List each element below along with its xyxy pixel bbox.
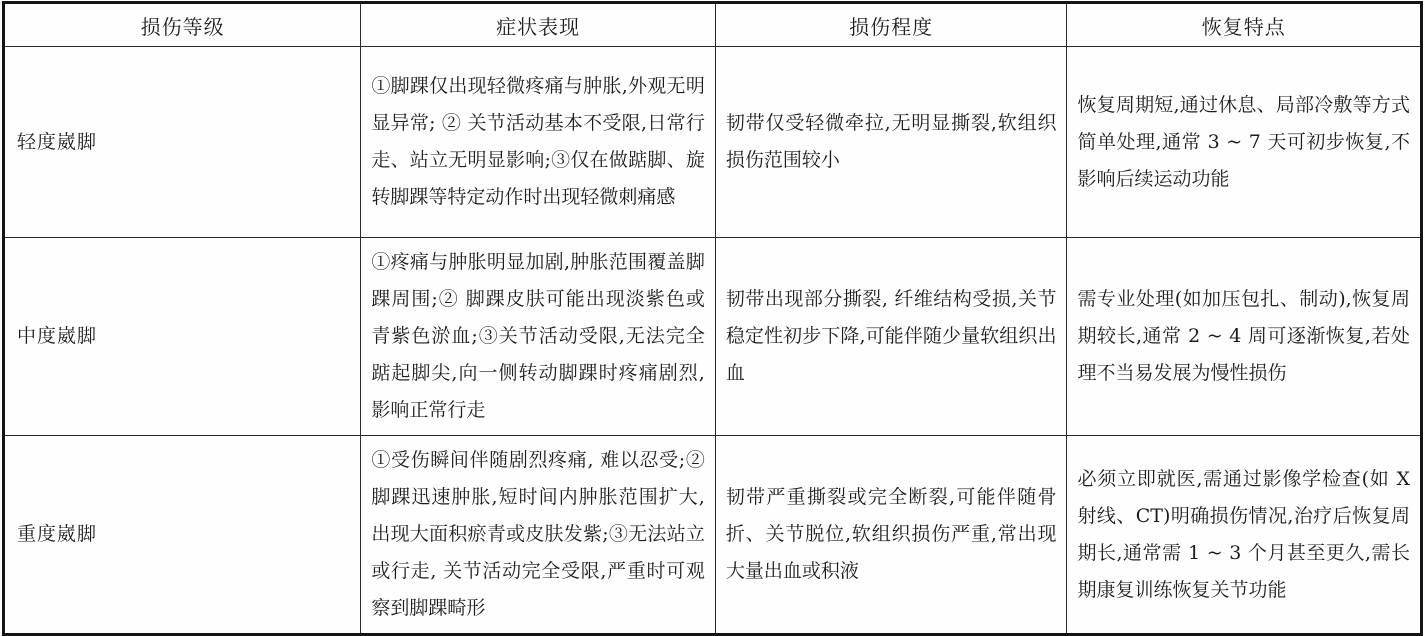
- table-row-moderate-sprain: [4, 238, 1422, 436]
- cell-symptoms-moderate: ①疼痛与肿胀明显加剧,肿胀范围覆盖脚踝周围;② 脚踝皮肤可能出现淡紫色或青紫色淤血;③关节活动受限,无法完全踮起脚尖,向一侧转动脚踝时疼痛剧烈,影响正常行走: [361, 238, 716, 436]
- cell-degree-mild: 韧带仅受轻微牵拉,无明显撕裂,软组织损伤范围较小: [715, 47, 1067, 238]
- ankle-sprain-table: [2, 1, 1423, 636]
- cell-symptoms-severe: ①受伤瞬间伴随剧烈疼痛, 难以忍受;②脚踝迅速肿胀,短时间内肿胀范围扩大,出现大面积瘀青或皮肤发紫;③无法站立或行走, 关节活动完全受限,严重时可观察到脚踝畸形: [361, 436, 716, 635]
- cell-level-severe: 重度崴脚: [4, 436, 361, 635]
- column-header-injury-degree: 损伤程度: [715, 3, 1067, 47]
- table-row-severe-sprain: [4, 436, 1422, 635]
- cell-recovery-mild: 恢复周期短,通过休息、局部冷敷等方式简单处理,通常 3 ~ 7 天可初步恢复,不影响后续运动功能: [1067, 47, 1422, 238]
- cell-symptoms-mild: ①脚踝仅出现轻微疼痛与肿胀,外观无明显异常; ② 关节活动基本不受限,日常行走、站立无明显影响;③仅在做踮脚、旋转脚踝等特定动作时出现轻微刺痛感: [361, 47, 716, 238]
- cell-level-mild: 轻度崴脚: [4, 47, 361, 238]
- column-header-symptoms: 症状表现: [361, 3, 716, 47]
- column-header-injury-level: 损伤等级: [4, 3, 361, 47]
- cell-level-moderate: 中度崴脚: [4, 238, 361, 436]
- header-row: [4, 3, 1422, 47]
- table-row-mild-sprain: [4, 47, 1422, 238]
- cell-recovery-moderate: 需专业处理(如加压包扎、制动),恢复周期较长,通常 2 ~ 4 周可逐渐恢复,若处理不当易发展为慢性损伤: [1067, 238, 1422, 436]
- cell-degree-moderate: 韧带出现部分撕裂, 纤维结构受损,关节稳定性初步下降,可能伴随少量软组织出血: [715, 238, 1067, 436]
- cell-recovery-severe: 必须立即就医,需通过影像学检查(如 X 射线、CT)明确损伤情况,治疗后恢复周期长,通常需 1 ~ 3 个月甚至更久,需长期康复训练恢复关节功能: [1067, 436, 1422, 635]
- column-header-recovery: 恢复特点: [1067, 3, 1422, 47]
- cell-degree-severe: 韧带严重撕裂或完全断裂,可能伴随骨折、关节脱位,软组织损伤严重,常出现大量出血或积液: [715, 436, 1067, 635]
